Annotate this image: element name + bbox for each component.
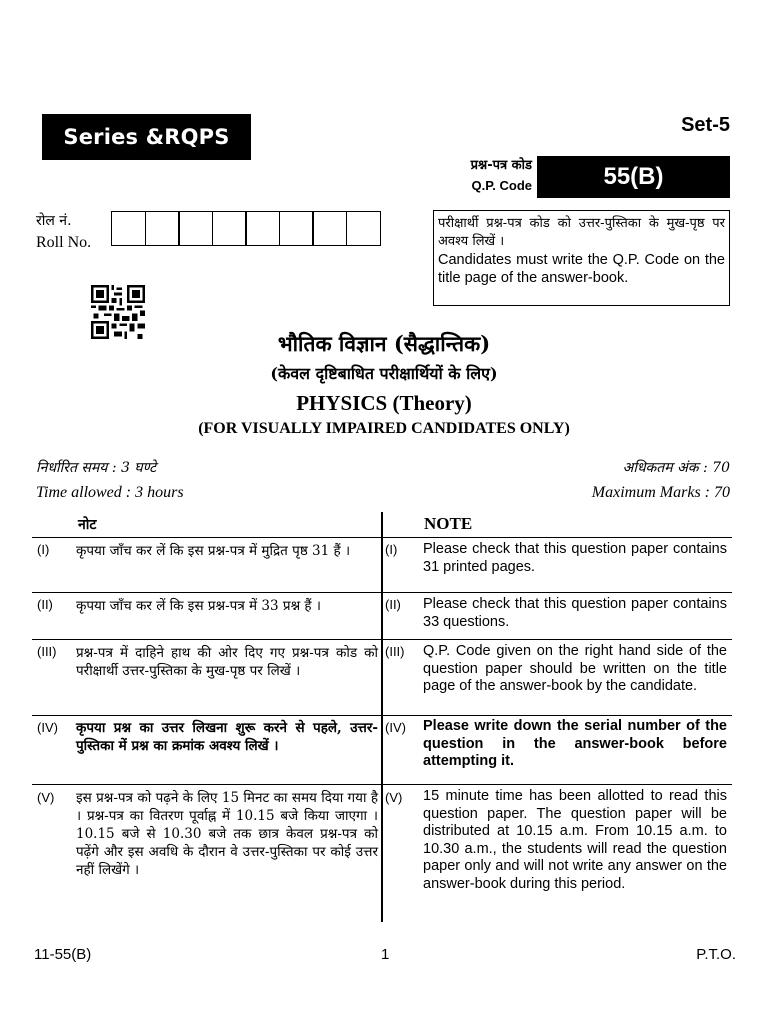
qp-code-label — [432, 156, 532, 196]
subject-title-hindi: भौतिक विज्ञान (सैद्धान्तिक) — [277, 331, 491, 356]
note-number: (II) — [37, 597, 53, 612]
roll-digit-box[interactable] — [145, 211, 180, 246]
please-turn-over: P.T.O. — [696, 946, 736, 963]
note-number: (IV) — [37, 720, 58, 735]
roll-label-hindi: रोल नं. — [36, 213, 72, 229]
note-text-hindi: कृपया जाँच कर लें कि इस प्रश्न-पत्र में 33 प्रश्न हैं । — [76, 598, 321, 614]
roll-digit-box[interactable] — [245, 211, 280, 246]
note-number: (III) — [37, 644, 57, 659]
subject-title-english: PHYSICS (Theory) — [296, 391, 472, 415]
qp-code-label-english: Q.P. Code — [471, 178, 532, 193]
note-heading-hindi: नोट — [78, 517, 97, 533]
roll-digit-box[interactable] — [178, 211, 213, 246]
subject-subtitle-english: (FOR VISUALLY IMPAIRED CANDIDATES ONLY) — [198, 420, 570, 437]
subject-subtitle-hindi: (केवल दृष्टिबाधित परीक्षार्थियों के लिए) — [270, 364, 498, 383]
notes-table — [32, 512, 732, 922]
row-divider — [32, 537, 732, 538]
note-text-english: Please write down the serial number of the question in the answer-book before attempting it. — [423, 718, 727, 769]
time-allowed-english: Time allowed : 3 hours — [36, 484, 184, 501]
note-text-hindi: कृपया जाँच कर लें कि इस प्रश्न-पत्र में मुद्रित पृष्ठ 31 हैं । — [76, 543, 351, 559]
qp-code-value: 55(B) — [537, 156, 730, 198]
set-number: Set-5 — [681, 114, 730, 136]
series-label: Series &RQPS — [42, 114, 251, 160]
note-number: (I) — [385, 542, 398, 557]
roll-digit-box[interactable] — [312, 211, 347, 246]
note-text-english: Q.P. Code given on the right hand side of the question paper should be written on the title page of the answer-book by the candidate. — [423, 643, 727, 694]
roll-digit-box[interactable] — [111, 211, 146, 246]
notice-english: Candidates must write the Q.P. Code on the title page of the answer-book. — [438, 252, 725, 286]
qp-code-notice — [433, 210, 730, 306]
note-text-hindi: इस प्रश्न-पत्र को पढ़ने के लिए 15 मिनट का समय दिया गया है । प्रश्न-पत्र का वितरण पूर्वाह्न में 10.15 बजे किया जाएगा । 10.15 बजे से 10.30 बजे तक छात्र केवल प्रश्न-पत्र को पढ़ेंगे और इस अवधि के दौरान वे उत्तर-पुस्तिका पर कोई उत्तर नहीं लिखेंगे । — [76, 790, 378, 878]
note-number: (II) — [385, 597, 401, 612]
paper-code-footer: 11-55(B) — [34, 946, 92, 963]
row-divider — [32, 592, 732, 593]
note-number: (I) — [37, 542, 50, 557]
max-marks-english: Maximum Marks : 70 — [591, 484, 730, 501]
row-divider — [32, 784, 732, 785]
roll-label-english: Roll No. — [36, 234, 92, 251]
max-marks-hindi: अधिकतम अंक : 70 — [622, 460, 730, 476]
note-heading-english: NOTE — [424, 514, 473, 533]
note-number: (V) — [37, 790, 55, 805]
note-number: (IV) — [385, 720, 406, 735]
row-divider — [32, 639, 732, 640]
note-text-english: 15 minute time has been allotted to read this question paper. The question paper will be distributed at 10.15 a.m. From 10.15 a.m. to 10.30 a.m., the students will read the question paper only and will not write any answer on the answer-book during this period. — [423, 788, 727, 892]
note-text-hindi: प्रश्न-पत्र में दाहिने हाथ की ओर दिए गए प्रश्न-पत्र कोड को परीक्षार्थी उत्तर-पुस्तिका के मुख-पृष्ठ पर लिखें । — [76, 645, 378, 679]
row-divider — [32, 715, 732, 716]
note-number: (V) — [385, 790, 403, 805]
time-allowed-hindi: निर्धारित समय : 3 घण्टे — [36, 460, 157, 476]
note-text-english: Please check that this question paper contains 33 questions. — [423, 596, 727, 630]
roll-number-label — [36, 210, 91, 254]
roll-number-boxes[interactable] — [111, 211, 381, 246]
notice-hindi: परीक्षार्थी प्रश्न-पत्र कोड को उत्तर-पुस्तिका के मुख-पृष्ठ पर अवश्य लिखें । — [438, 216, 725, 249]
page-number: 1 — [381, 946, 390, 963]
note-text-hindi: कृपया प्रश्न का उत्तर लिखना शुरू करने से पहले, उत्तर-पुस्तिका में प्रश्न का क्रमांक अवश्य लिखें । — [76, 720, 378, 754]
roll-digit-box[interactable] — [212, 211, 247, 246]
qp-code-label-hindi: प्रश्न-पत्र कोड — [470, 158, 532, 173]
note-number: (III) — [385, 644, 405, 659]
roll-digit-box[interactable] — [279, 211, 314, 246]
note-text-english: Please check that this question paper contains 31 printed pages. — [423, 541, 727, 575]
roll-digit-box[interactable] — [346, 211, 381, 246]
